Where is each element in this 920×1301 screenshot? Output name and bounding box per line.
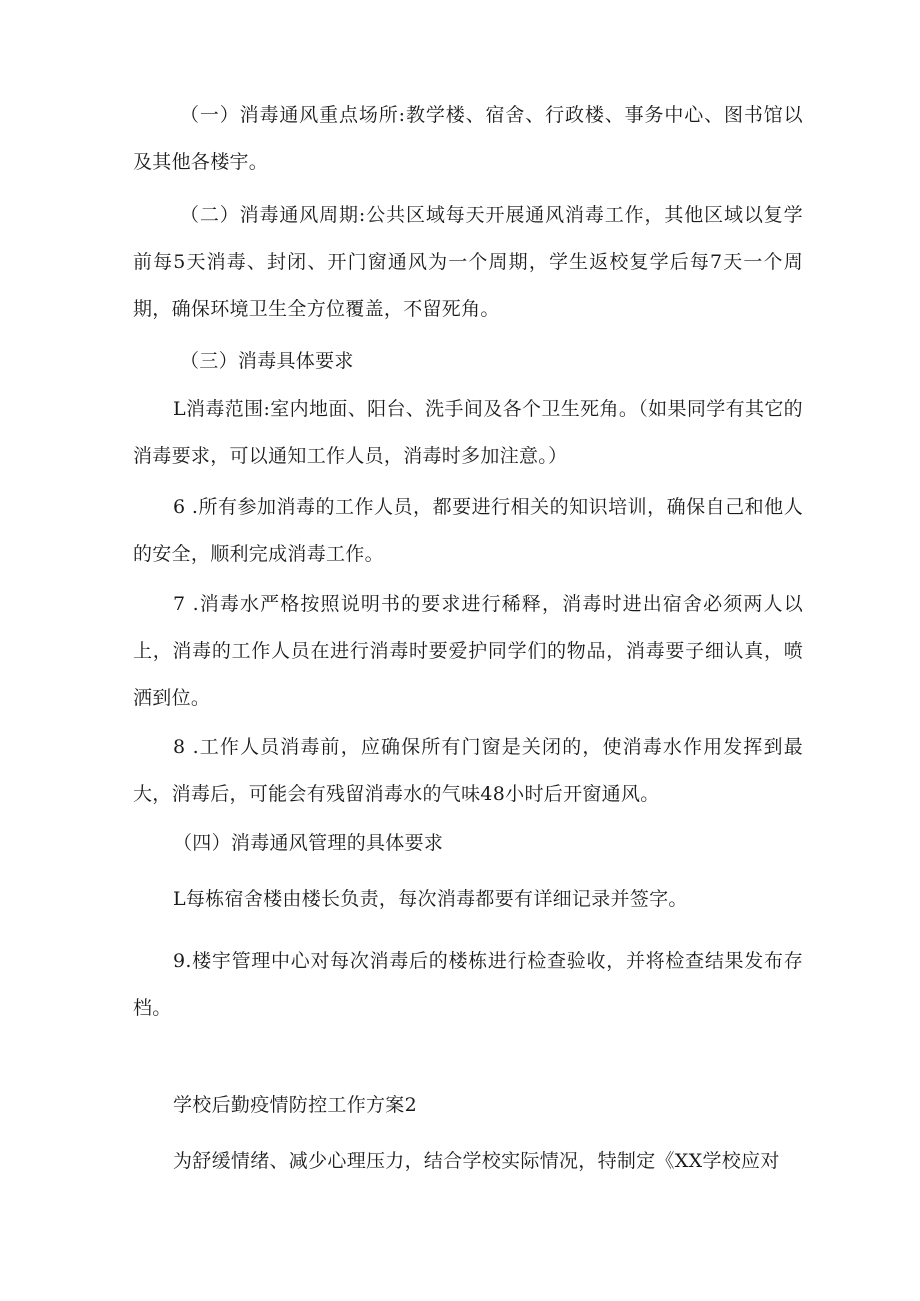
paragraph-item-6: 6 .所有参加消毒的工作人员，都要进行相关的知识培训，确保自己和他人的安全，顺利完成消毒工作。	[133, 496, 803, 565]
section-title-plan-2: 学校后勤疫情防控工作方案2	[173, 1094, 417, 1116]
paragraph-plan-intro: 为舒缓情绪、减少心理压力，结合学校实际情况，特制定《XX学校应对	[173, 1150, 780, 1172]
paragraph-item-7: 7 .消毒水严格按照说明书的要求进行稀释，消毒时进出宿舍必须两人以上，消毒的工作人员在进行消毒时要爱护同学们的物品，消毒要子细认真，喷洒到位。	[133, 593, 803, 709]
paragraph-item-9: 9.楼宇管理中心对每次消毒后的楼栋进行检查验收，并将检查结果发布存档。	[133, 950, 803, 1019]
paragraph-building-lead: L每栋宿舍楼由楼长负责，每次消毒都要有详细记录并签字。	[173, 888, 688, 910]
section-heading-management: （四）消毒通风管理的具体要求	[173, 832, 444, 854]
paragraph-item-8: 8 .工作人员消毒前，应确保所有门窗是关闭的，使消毒水作用发挥到最大，消毒后，可能会有残留消毒水的气味48小时后开窗通风。	[133, 736, 803, 805]
paragraph-scope: L消毒范围:室内地面、阳台、洗手间及各个卫生死角。（如果同学有其它的消毒要求，可以通知工作人员，消毒时多加注意。）	[133, 398, 803, 467]
paragraph-cycle: （二）消毒通风周期:公共区域每天开展通风消毒工作，其他区域以复学前每5天消毒、封闭、开门窗通风为一个周期，学生返校复学后每7天一个周期，确保环境卫生全方位覆盖，不留死角。	[133, 204, 803, 320]
paragraph-key-places: （一）消毒通风重点场所:教学楼、宿舍、行政楼、事务中心、图书馆以及其他各楼宇。	[133, 104, 803, 173]
section-heading-requirements: （三）消毒具体要求	[180, 350, 354, 372]
